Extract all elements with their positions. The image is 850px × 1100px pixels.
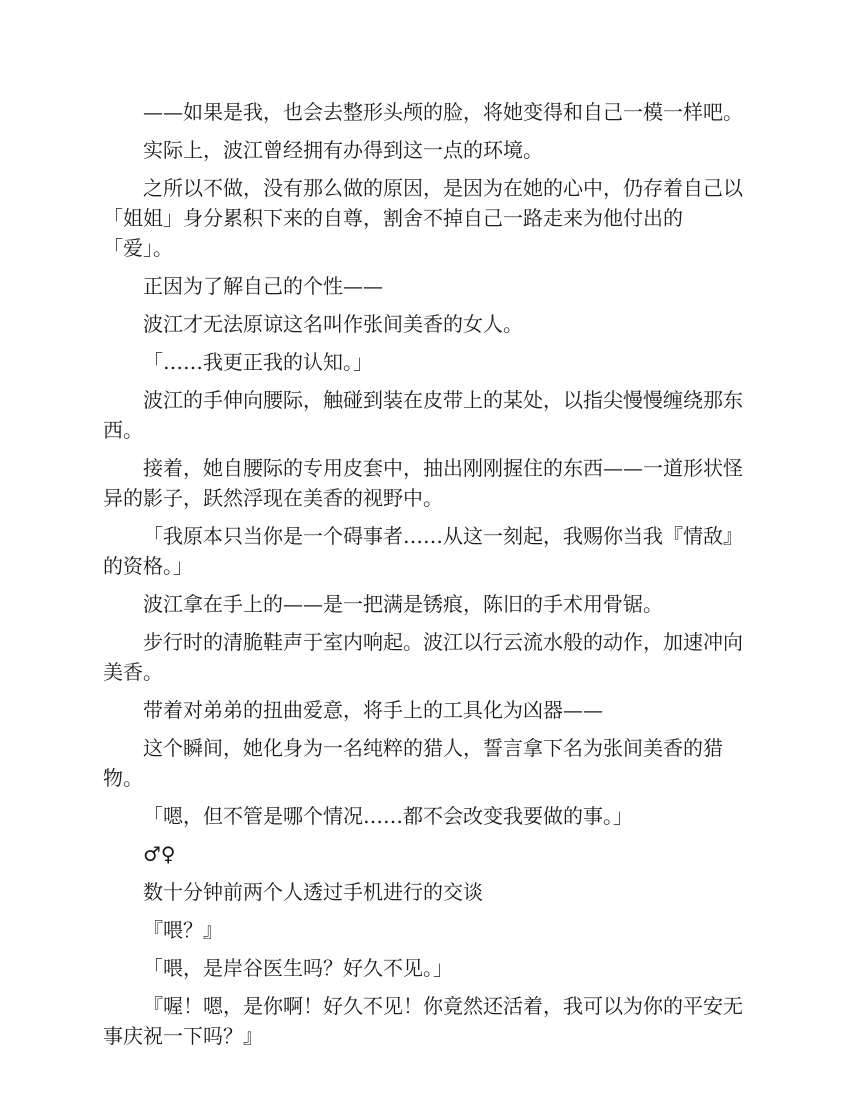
paragraph: 波江才无法原谅这名叫作张间美香的女人。 <box>143 312 523 336</box>
paragraph: 「喂，是岸谷医生吗？好久不见。」 <box>143 956 453 980</box>
paragraph: 波江拿在手上的——是一把满是锈痕，陈旧的手术用骨锯。 <box>143 592 663 616</box>
paragraph: 『喂？』 <box>143 918 223 942</box>
paragraph: 数十分钟前两个人透过手机进行的交谈 <box>143 880 483 904</box>
paragraph: 「……我更正我的认知。」 <box>143 350 373 374</box>
paragraph: 「我原本只当你是一个碍事者……从这一刻起，我赐你当我『情敌』的资格。」 <box>103 524 743 578</box>
paragraph: 波江的手伸向腰际，触碰到装在皮带上的某处，以指尖慢慢缠绕那东西。 <box>103 388 743 442</box>
body-text <box>103 97 748 1059</box>
paragraph: 「嗯，但不管是哪个情况……都不会改变我要做的事。」 <box>143 804 633 828</box>
paragraph: 带着对弟弟的扭曲爱意，将手上的工具化为凶器—— <box>143 698 603 722</box>
paragraph: 之所以不做，没有那么做的原因，是因为在她的心中，仍存着自己以「姐姐」身分累积下来的自尊，割舍不掉自己一路走来为他付出的「爱」。 <box>103 176 743 260</box>
paragraph: 接着，她自腰际的专用皮套中，抽出刚刚握住的东西——一道形状怪异的影子，跃然浮现在美香的视野中。 <box>103 456 743 510</box>
section-divider-symbol: ♂♀ <box>143 842 176 866</box>
paragraph: 正因为了解自己的个性—— <box>143 274 383 298</box>
paragraph: 这个瞬间，她化身为一名纯粹的猎人，誓言拿下名为张间美香的猎物。 <box>103 736 723 790</box>
paragraph: ——如果是我，也会去整形头颅的脸，将她变得和自己一模一样吧。 <box>143 100 743 124</box>
paragraph: 步行时的清脆鞋声于室内响起。波江以行云流水般的动作，加速冲向美香。 <box>103 630 743 684</box>
paragraph: 实际上，波江曾经拥有办得到这一点的环境。 <box>143 138 543 162</box>
paragraph: 『喔！嗯，是你啊！好久不见！你竟然还活着，我可以为你的平安无事庆祝一下吗？』 <box>103 994 743 1048</box>
